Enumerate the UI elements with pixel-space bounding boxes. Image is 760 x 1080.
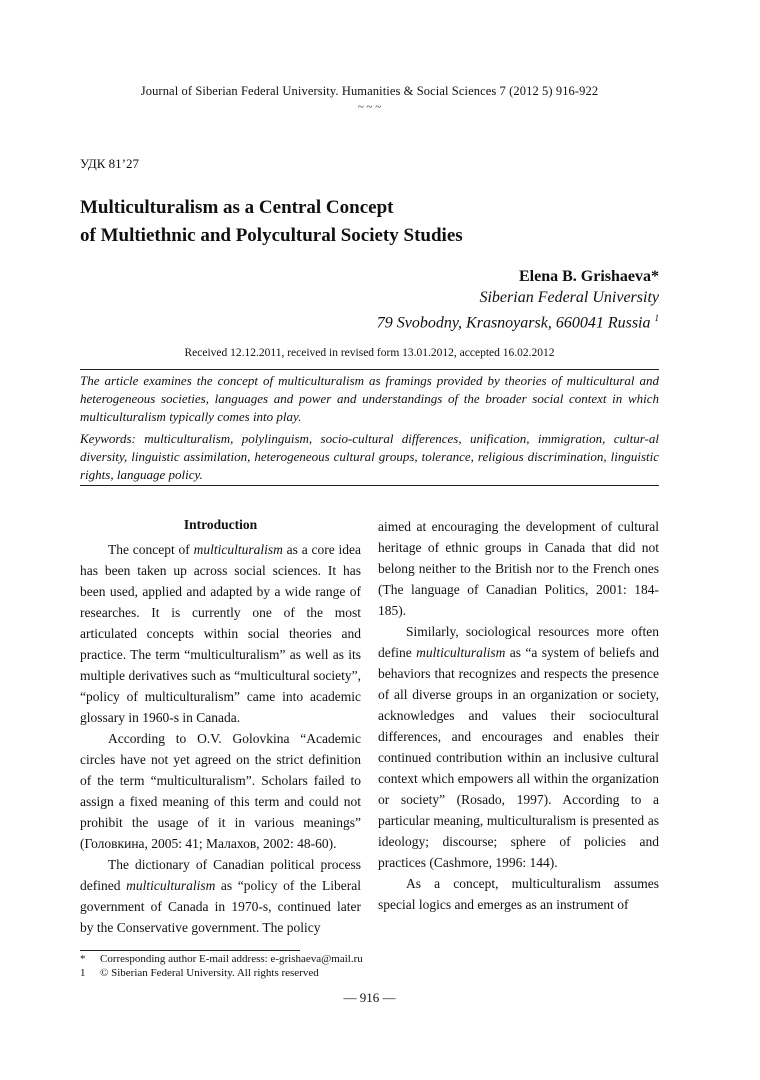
section-title: Introduction bbox=[183, 517, 258, 532]
right-paragraph-3: As a concept, multiculturalism assumes special logics and emerges as an instrument of bbox=[378, 876, 659, 912]
emphasis: multiculturalism bbox=[416, 645, 506, 660]
right-paragraph-2 bbox=[378, 621, 659, 873]
text-run: Similarly, sociological resources more often define bbox=[378, 624, 659, 660]
right-paragraph-1: aimed at encouraging the development of cultural heritage of ethnic groups in Canada that did not belong neither to the British nor to the French ones (The language of Canadian Politics, 2001: 184-185). bbox=[378, 519, 659, 618]
journal-header: Journal of Siberian Federal University. Humanities & Social Sciences 7 (2012 5) 916-922 bbox=[140, 84, 599, 98]
title-line-1: Multiculturalism as a Central Concept bbox=[80, 197, 394, 218]
left-paragraph-3 bbox=[80, 854, 361, 938]
footnote-mark: * bbox=[80, 953, 86, 965]
footnote bbox=[80, 966, 659, 980]
page-number: — 916 — bbox=[343, 990, 396, 1005]
title-line-2: of Multiethnic and Polycultural Society Studies bbox=[80, 225, 463, 246]
text-run: as a core idea has been taken up across social sciences. It has been used, applied and adapted by a wide range of researches. It is currently one of the most articulated concepts within social theories and practice. The term “multiculturalism” as well as its multiple derivatives such as “multicultural society”, “policy of multiculturalism” came into academic glossary in 1960-s in Canada. bbox=[80, 542, 362, 725]
article-title bbox=[80, 194, 463, 250]
left-column bbox=[80, 510, 361, 938]
footnote-text: Corresponding author E-mail address: e-grishaeva@mail.ru bbox=[100, 953, 363, 965]
emphasis: multiculturalism bbox=[126, 878, 216, 893]
udk-code: УДК 81’27 bbox=[80, 156, 140, 171]
text-run: The dictionary of Canadian political process defined bbox=[80, 857, 361, 893]
abstract: The article examines the concept of multiculturalism as framings provided by theories of multicultural and heterogeneous societies, languages and power and understandings of the broader social context in which multiculturalism typically comes into play. bbox=[80, 373, 659, 424]
address-footnote-mark: 1 bbox=[654, 313, 659, 323]
emphasis: multiculturalism bbox=[193, 542, 283, 557]
footnote bbox=[80, 952, 659, 966]
abstract-bottom-rule bbox=[80, 485, 659, 486]
footnote-mark: 1 bbox=[80, 967, 86, 979]
footnote-rule bbox=[80, 950, 300, 951]
right-column bbox=[378, 516, 659, 915]
keywords: Keywords: multiculturalism, polylinguism, socio-cultural differences, unification, immigration, cultur-al diversity, linguistic assimilation, heterogeneous cultural groups, tolerance, religious discrimination, linguistic rights, language policy. bbox=[80, 431, 659, 482]
author-block bbox=[377, 266, 659, 333]
text-run: as “policy of the Liberal government of Canada in 1970-s, continued later by the Conservative government. The policy bbox=[80, 878, 361, 935]
left-paragraph-1 bbox=[80, 539, 361, 728]
abstract-top-rule bbox=[80, 369, 659, 370]
text-run: The concept of bbox=[108, 542, 194, 557]
author-address-line bbox=[377, 308, 659, 333]
text-run: as “a system of beliefs and behaviors that recognizes and respects the presence of all diverse groups in an organization or society, acknowledges and values their sociocultural differences, and encourages and enables their continued contribution within an inclusive cultural context which empowers all within the organization or society” (Rosado, 1997). According to a particular meaning, multiculturalism is presented as ideology; discourse; sphere of policies and practices (Cashmore, 1996: 144). bbox=[378, 645, 660, 870]
footnotes bbox=[80, 952, 659, 980]
left-paragraph-2: According to O.V. Golovkina “Academic circles have not yet agreed on the strict definition of the term “multiculturalism”. Scholars failed to assign a fixed meaning of this term and could not prohibit the usage of it in various meanings” (Головкина, 2005: 41; Малахов, 2002: 48-60). bbox=[80, 731, 361, 851]
received-dates: Received 12.12.2011, received in revised form 13.01.2012, accepted 16.02.2012 bbox=[184, 347, 555, 359]
author-affiliation: Siberian Federal University bbox=[479, 289, 659, 306]
author-address: 79 Svobodny, Krasnoyarsk, 660041 Russia bbox=[376, 314, 651, 332]
footnote-text: © Siberian Federal University. All rights reserved bbox=[100, 967, 319, 979]
header-ornament: ~ ~ ~ bbox=[357, 101, 382, 113]
author-name: Elena B. Grishaeva* bbox=[518, 268, 659, 285]
